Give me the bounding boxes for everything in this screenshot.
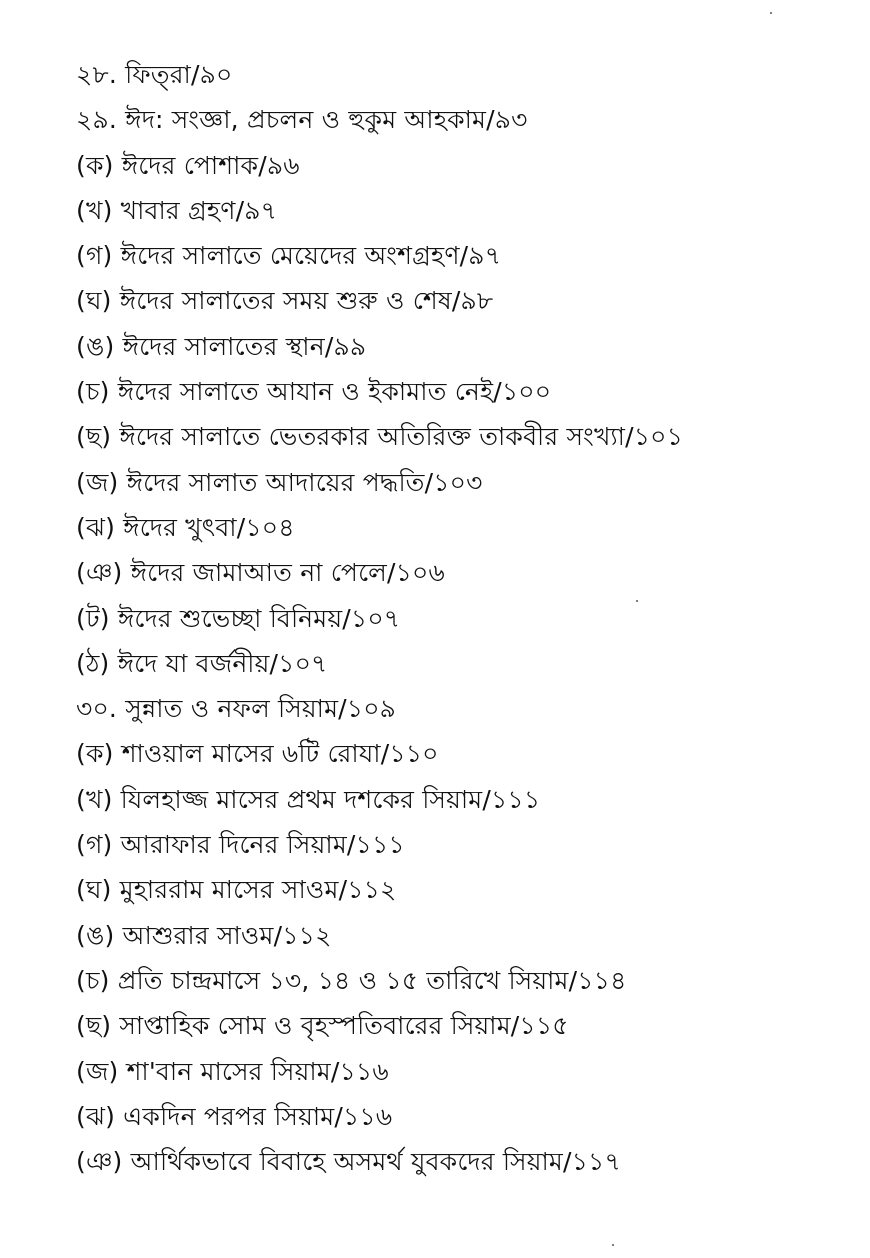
toc-entry: ২৮. ফিত্‌রা/৯০: [76, 60, 233, 89]
toc-entry: (চ) ঈদের সালাতে আযান ও ইকামাত নেই/১০০: [76, 377, 552, 407]
toc-entry: (জ) শা'বান মাসের সিয়াম/১১৬: [76, 1056, 389, 1086]
toc-entry: (ঝ) একদিন পরপর সিয়াম/১১৬: [76, 1101, 393, 1131]
scan-speck: [636, 600, 638, 602]
toc-entry: (খ) খাবার গ্রহণ/৯৭: [76, 195, 278, 225]
toc-entry: (চ) প্রতি চান্দ্রমাসে ১৩, ১৪ ও ১৫ তারিখে সিয়াম/১১৪: [76, 965, 627, 995]
toc-entry: (গ) ঈদের সালাতে মেয়েদের অংশগ্রহণ/৯৭: [76, 241, 502, 271]
scan-speck: [612, 1244, 614, 1246]
toc-entry: (ছ) ঈদের সালাতে ভেতরকার অতিরিক্ত তাকবীর সংখ্যা/১০১: [76, 422, 683, 452]
scan-speck: [770, 12, 772, 14]
toc-entry: (ঠ) ঈদে যা বর্জনীয়/১০৭: [76, 648, 328, 678]
toc-entry: (ছ) সাপ্তাহিক সোম ও বৃহস্পতিবারের সিয়াম/১১৫: [76, 1011, 569, 1041]
toc-entry: ২৯. ঈদ: সংজ্ঞা, প্রচলন ও হুকুম আহকাম/৯৩: [76, 105, 528, 135]
toc-entry: (খ) যিলহাজ্জ মাসের প্রথম দশকের সিয়াম/১১১: [76, 784, 541, 814]
toc-entry: (ঙ) আশুরার সাওম/১১২: [76, 920, 332, 950]
toc-entry: (ঘ) ঈদের সালাতের সময় শুরু ও শেষ/৯৮: [76, 286, 494, 316]
toc-entry: (ঞ) ঈদের জামাআত না পেলে/১০৬: [76, 558, 445, 588]
toc-entry: (ঘ) মুহাররাম মাসের সাওম/১১২: [76, 875, 397, 905]
toc-entry: (ক) ঈদের পোশাক/৯৬: [76, 150, 300, 180]
table-of-contents: [76, 52, 836, 1184]
toc-entry: (গ) আরাফার দিনের সিয়াম/১১১: [76, 830, 405, 860]
toc-entry: ৩০. সুন্নাত ও নফল সিয়াম/১০৯: [76, 694, 397, 724]
toc-entry: (ঙ) ঈদের সালাতের স্থান/৯৯: [76, 331, 367, 361]
toc-entry: (ঝ) ঈদের খুৎবা/১০৪: [76, 512, 295, 542]
toc-entry: (ক) শাওয়াল মাসের ৬টি রোযা/১১০: [76, 739, 439, 769]
toc-entry: (জ) ঈদের সালাত আদায়ের পদ্ধতি/১০৩: [76, 467, 483, 497]
toc-entry: (ঞ) আর্থিকভাবে বিবাহে অসমর্থ যুবকদের সিয়াম/১১৭: [76, 1147, 621, 1177]
toc-entry: (ট) ঈদের শুভেচ্ছা বিনিময়/১০৭: [76, 603, 401, 633]
